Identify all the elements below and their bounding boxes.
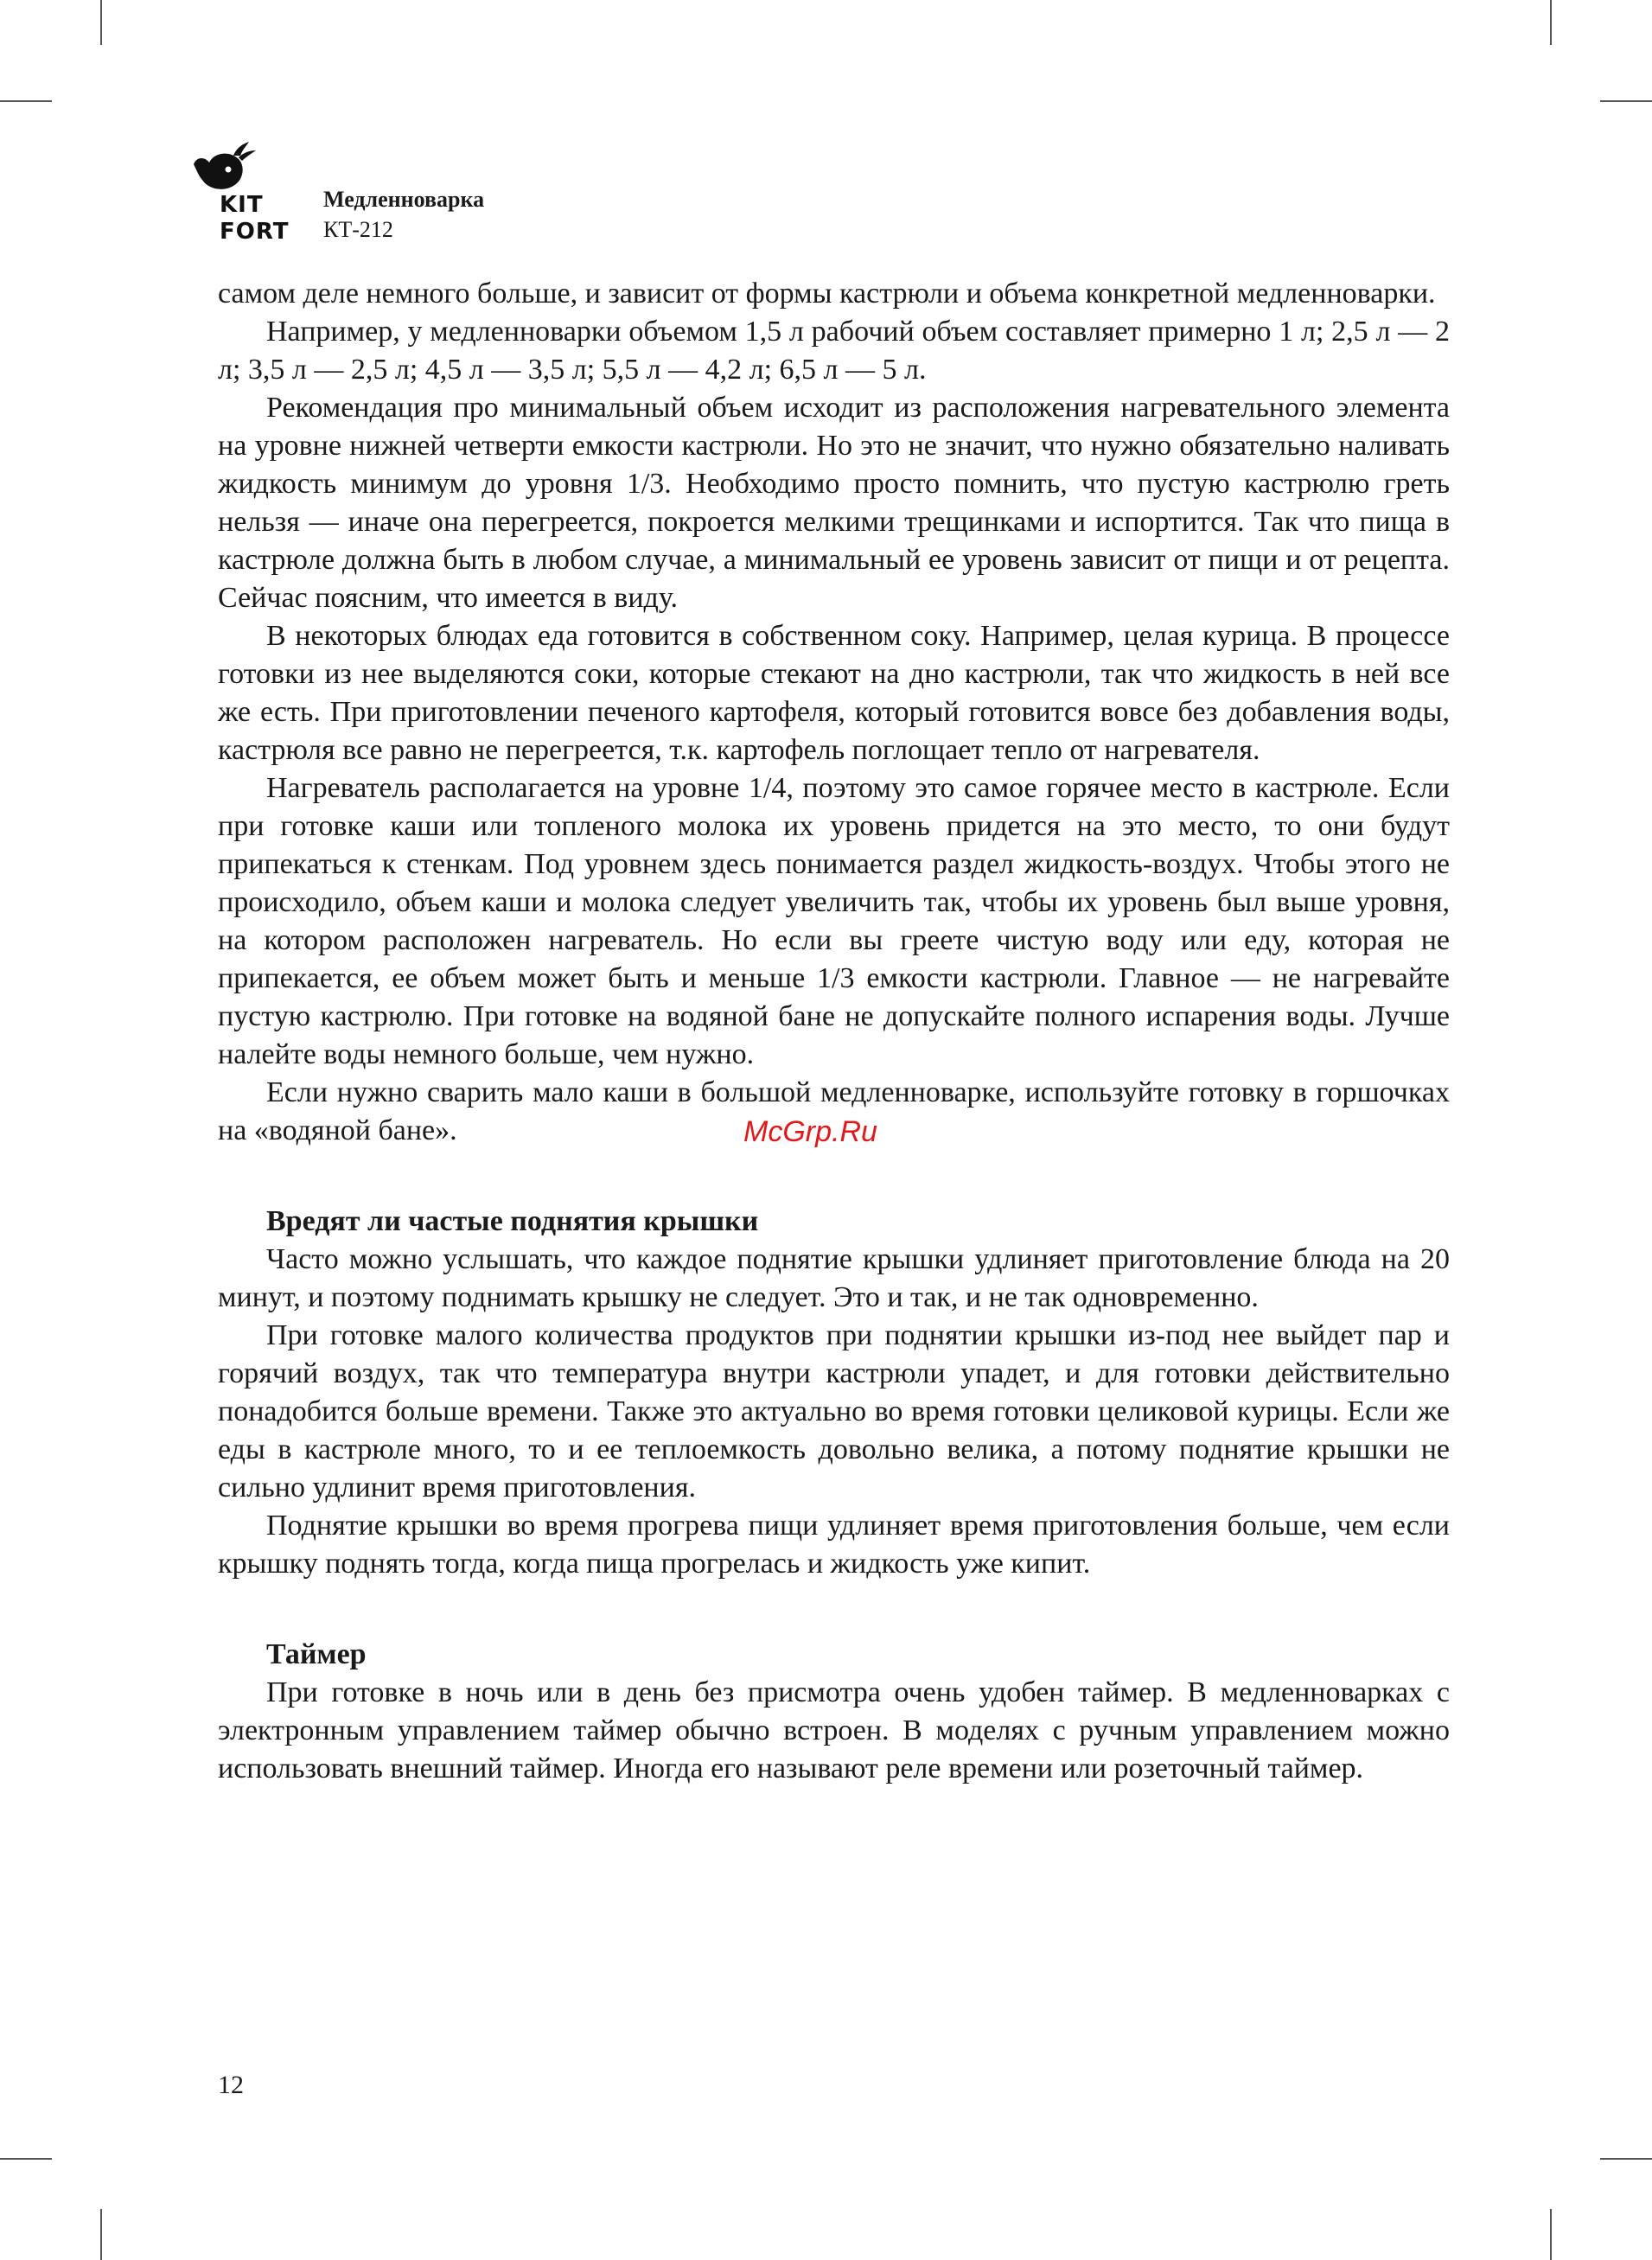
page-body — [218, 275, 1450, 1788]
crop-mark — [1600, 100, 1652, 102]
paragraph: Если нужно сварить мало каши в большой медленноварке, используйте готовку в горшочках на «водяной бане». — [218, 1076, 1450, 1146]
section-heading-timer: Таймер — [266, 1638, 367, 1670]
document-title: Медленноварка — [323, 187, 485, 212]
paragraph: Например, у медленноварки объемом 1,5 л рабочий объем составляет примерно 1 л; 2,5 л — 2 л; 3,5 л — 2,5 л; 4,5 л — 3,5 л; 5,5 л — 4,2 л; 6,5 л — 5 л. — [218, 316, 1450, 386]
crop-mark — [100, 0, 102, 45]
logo-text-line2: FORT — [220, 219, 290, 245]
kitfort-logo — [188, 138, 301, 245]
crop-mark — [1600, 2158, 1652, 2160]
crop-mark — [0, 100, 52, 102]
paragraph: Рекомендация про минимальный объем исходит из расположения нагревательного элемента на уровне нижней четверти емкости кастрюли. Но это не значит, что нужно обязательно наливать жидкость минимум до уровня 1/3. Необходимо просто помнить, что пустую кастрюлю греть нельзя — иначе она перегреется, покроется мелкими трещинками и испортится. Так что пища в кастрюле должна быть в любом случае, а минимальный ее уровень зависит от пищи и от рецепта. Сейчас поясним, что имеется в виду. — [218, 392, 1450, 614]
watermark: McGrp.Ru — [743, 1115, 877, 1148]
paragraph: При готовке в ночь или в день без присмотра очень удобен таймер. В медленноварках с электронным управлением таймер обычно встроен. В моделях с ручным управлением можно использовать внешний таймер. Иногда его называют реле времени или розеточный таймер. — [218, 1676, 1450, 1784]
paragraph: При готовке малого количества продуктов при поднятии крышки из-под нее выйдет пар и горячий воздух, так что температура внутри кастрюли упадет, и для готовки действительно понадобится больше времени. Также это актуально во время готовки целиковой курицы. Если же еды в кастрюле много, то и ее теплоемкость довольно велика, а потому поднятие крышки не сильно удлинит время приготовления. — [218, 1319, 1450, 1503]
crop-mark — [1550, 2209, 1552, 2260]
page-number: 12 — [218, 2071, 244, 2099]
crop-mark — [1550, 0, 1552, 45]
paragraph: Нагреватель располагается на уровне 1/4, поэтому это самое горячее место в кастрюле. Если при готовке каши или топленого молока их уровень придется на это место, то они будут припекаться к стенкам. Под уровнем здесь понимается раздел жидкость-воздух. Чтобы этого не происходило, объем каши и молока следует увеличить так, чтобы их уровень был выше уровня, на котором расположен нагреватель. Но если вы греете чистую воду или еду, которая не припекается, ее объем может быть и меньше 1/3 емкости кастрюли. Главное — не нагревайте пустую кастрюлю. При готовке на водяной бане не допускайте полного испарения воды. Лучше налейте воды немного больше, чем нужно. — [218, 772, 1450, 1070]
paragraph: самом деле немного больше, и зависит от формы кастрюли и объема конкретной медленноварки. — [218, 278, 1436, 310]
section-heading-lids: Вредят ли частые поднятия крышки — [266, 1205, 759, 1237]
crop-mark — [100, 2209, 102, 2260]
paragraph: Поднятие крышки во время прогрева пищи удлиняет время приготовления больше, чем если крышку поднять тогда, когда пища прогрелась и жидкость уже кипит. — [218, 1510, 1450, 1580]
crop-mark — [0, 2158, 52, 2160]
whale-icon — [188, 138, 258, 195]
model-number: КТ-212 — [323, 217, 393, 242]
paragraph: В некоторых блюдах еда готовится в собственном соку. Например, целая курица. В процессе готовки из нее выделяются соки, которые стекают на дно кастрюли, так что жидкость в ней все же есть. При приготовлении печеного картофеля, который готовится вовсе без добавления воды, кастрюля все равно не перегреется, т.к. картофель поглощает тепло от нагревателя. — [218, 620, 1450, 766]
paragraph: Часто можно услышать, что каждое поднятие крышки удлиняет приготовление блюда на 20 минут, и поэтому поднимать крышку не следует. Это и так, и не так одновременно. — [218, 1243, 1450, 1313]
logo-text-line1: KIT — [220, 192, 264, 218]
